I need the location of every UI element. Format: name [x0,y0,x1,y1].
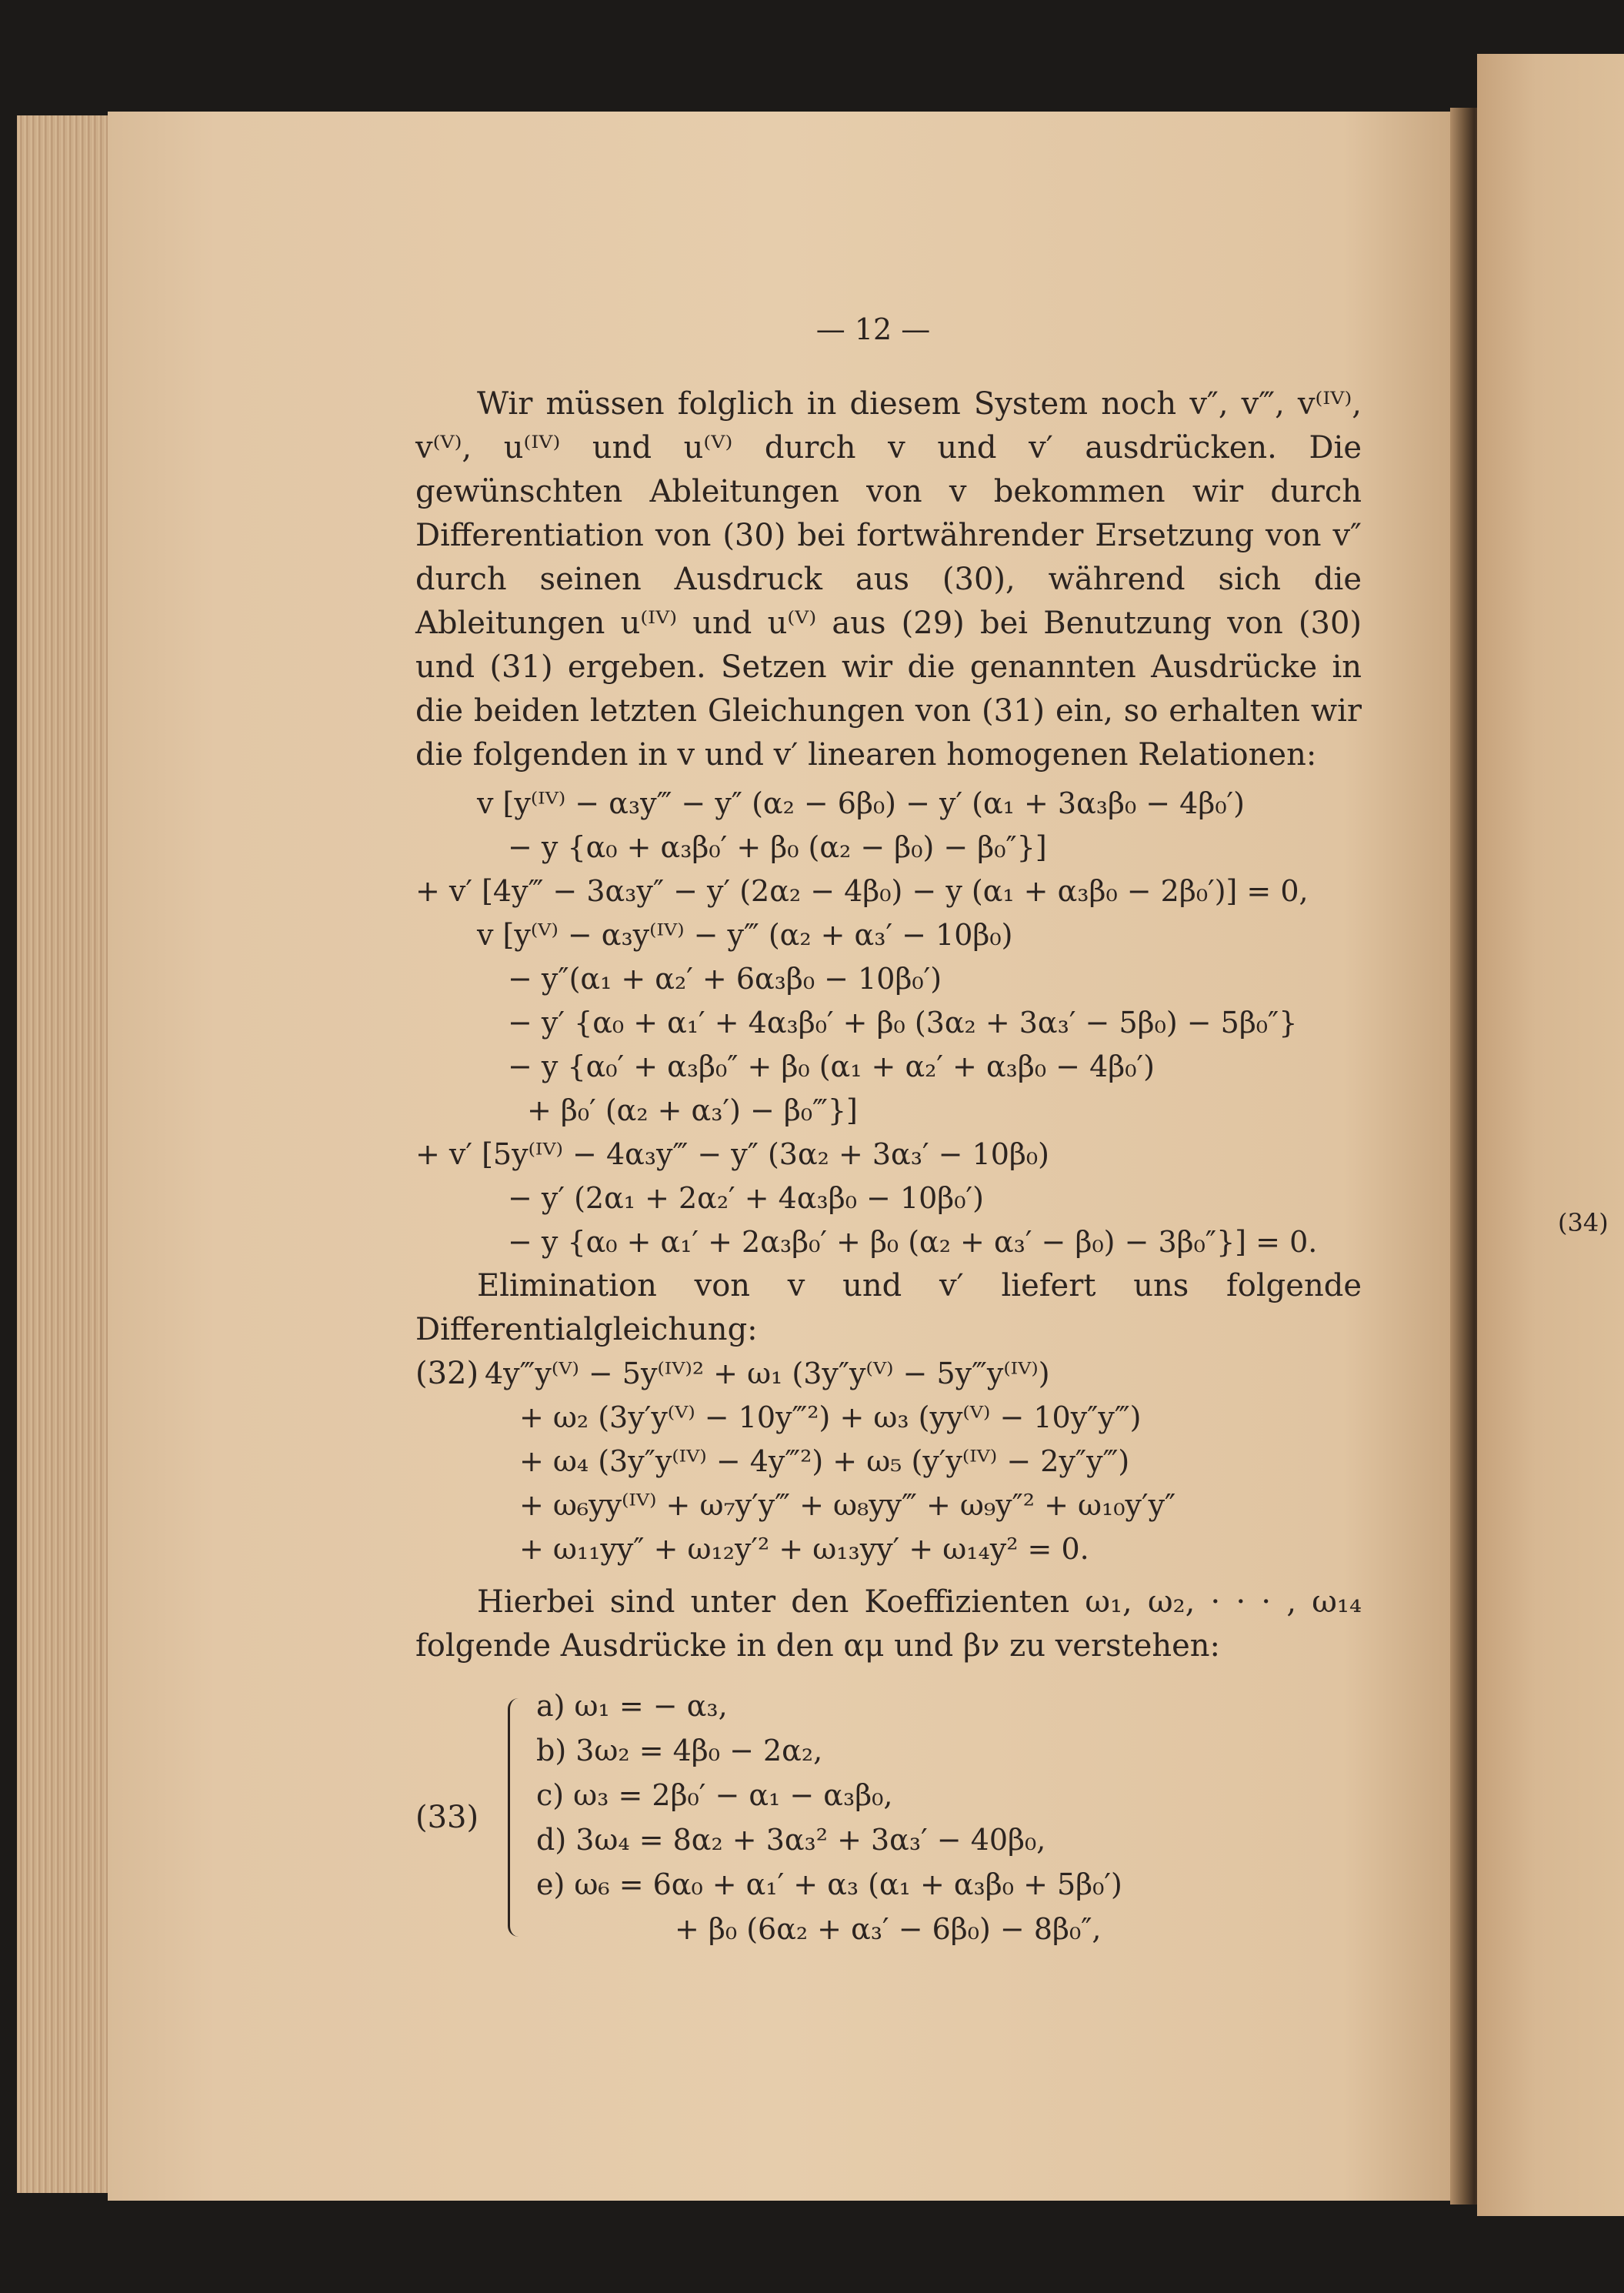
equation-line: − y′ {α₀ + α₁′ + 4α₃β₀′ + β₀ (3α₂ + 3α₃′ − 5β₀) − 5β₀″} [508,1006,1298,1040]
equation-line: + β₀′ (α₂ + α₃′) − β₀‴}] [527,1093,858,1127]
equation-line: + v′ [5y⁽ᴵⱽ⁾ − 4α₃y‴ − y″ (3α₂ + 3α₃′ − 10β₀) [415,1137,1049,1171]
equation-line: d) 3ω₄ = 8α₂ + 3α₃² + 3α₃′ − 40β₀, [536,1823,1046,1857]
equation-line: − y {α₀ + α₁′ + 2α₃β₀′ + β₀ (α₂ + α₃′ − β₀) − 3β₀″}] = 0. [508,1225,1318,1259]
next-page [1477,54,1624,2216]
equation-line: + ω₄ (3y″y⁽ᴵⱽ⁾ − 4y‴²) + ω₅ (y′y⁽ᴵⱽ⁾ − 2y″y‴) [519,1444,1130,1478]
next-page-equation-label: (34) [1558,1208,1609,1237]
coefficient-list [536,1684,1122,1951]
equation-line: − y {α₀′ + α₃β₀″ + β₀ (α₁ + α₂′ + α₃β₀ − 4β₀′) [508,1050,1155,1083]
equation-label: (32) [415,1356,479,1391]
paragraph-elimination: Elimination von v und v′ liefert uns folgende Differentialgleichung: [415,1268,1362,1347]
equation-line: + β₀ (6α₂ + α₃′ − 6β₀) − 8β₀″, [675,1912,1102,1946]
paragraph-intro: Wir müssen folglich in diesem System noch v″, v‴, v⁽ᴵⱽ⁾, v⁽ⱽ⁾, u⁽ᴵⱽ⁾ und u⁽ⱽ⁾ durch v und v′ ausdrücken. Die gewünschten Ableitungen von v bekommen wir durch Differentiation von (30) bei fortwährender Ersetzung von v″ durch seinen Ausdruck aus (30), während sich die Ableitungen u⁽ᴵⱽ⁾ und u⁽ⱽ⁾ aus (29) bei Benutzung von (30) und (31) ergeben. Setzen wir die genannten Ausdrücke in die beiden letzten Gleichungen von (31) ein, so erhalten wir die folgenden in v und v′ linearen homogenen Relationen: [415,386,1362,773]
equation-line: + ω₆yy⁽ᴵⱽ⁾ + ω₇y′y‴ + ω₈yy‴ + ω₉y″² + ω₁₀y′y″ [519,1488,1176,1522]
equation-label: (33) [415,1799,479,1835]
equation-line: + v′ [4y‴ − 3α₃y″ − y′ (2α₂ − 4β₀) − y (α₁ + α₃β₀ − 2β₀′)] = 0, [415,874,1309,908]
paragraph-coefficients: Hierbei sind unter den Koeffizienten ω₁, ω₂, · · · , ω₁₄ folgende Ausdrücke in den αμ und βν zu verstehen: [415,1584,1362,1664]
equation-line: c) ω₃ = 2β₀′ − α₁ − α₃β₀, [536,1778,893,1812]
equation-line: − y′ (2α₁ + 2α₂′ + 4α₃β₀ − 10β₀′) [508,1181,984,1215]
equation-line: b) 3ω₂ = 4β₀ − 2α₂, [536,1734,823,1767]
equation-line: e) ω₆ = 6α₀ + α₁′ + α₃ (α₁ + α₃β₀ + 5β₀′) [536,1867,1122,1901]
relations-system [415,782,1362,1264]
equation-line: + ω₁₁yy″ + ω₁₂y′² + ω₁₃yy′ + ω₁₄y² = 0. [519,1532,1089,1566]
equation-line: − y″(α₁ + α₂′ + 6α₃β₀ − 10β₀′) [508,962,942,996]
equation-line: + ω₂ (3y′y⁽ⱽ⁾ − 10y‴²) + ω₃ (yy⁽ⱽ⁾ − 10y″y‴) [519,1400,1142,1434]
equation-33 [415,1684,1362,1951]
equation-line: 4y‴y⁽ⱽ⁾ − 5y⁽ᴵⱽ⁾² + ω₁ (3y″y⁽ⱽ⁾ − 5y‴y⁽ᴵⱽ⁾) [485,1357,1050,1390]
equation-line: a) ω₁ = − α₃, [536,1689,728,1723]
equation-line: v [y⁽ⱽ⁾ − α₃y⁽ᴵⱽ⁾ − y‴ (α₂ + α₃′ − 10β₀) [477,918,1013,952]
page-content [415,308,1362,1951]
page-edges [17,115,117,2193]
left-brace [508,1698,525,1937]
equation-32 [415,1352,1362,1571]
equation-line: − y {α₀ + α₃β₀′ + β₀ (α₂ − β₀) − β₀″}] [508,830,1047,864]
equation-line: v [y⁽ᴵⱽ⁾ − α₃y‴ − y″ (α₂ − 6β₀) − y′ (α₁ + 3α₃β₀ − 4β₀′) [477,786,1246,820]
page-number: — 12 — [815,312,931,346]
